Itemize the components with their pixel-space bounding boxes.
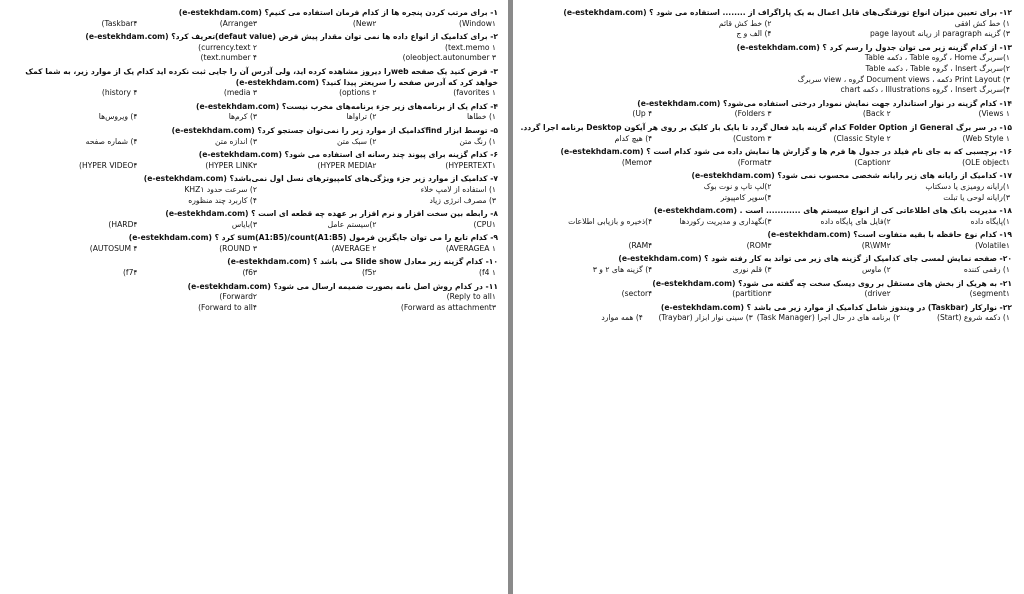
- answer-option: ۳) مصرف انرژی زیاد: [429, 195, 496, 205]
- answer-option: ۴)سوپر کامپیوتر: [720, 192, 772, 202]
- answer-option: Arrange۳): [219, 18, 257, 28]
- answer-option: f7۴): [122, 268, 138, 278]
- question-block: [18, 150, 498, 174]
- question-block: [18, 209, 498, 233]
- question-block: [533, 279, 1012, 303]
- answer-option: HYPER LINK۳): [205, 160, 257, 170]
- question-text: ۲۰- صفحه نمایش لمسی جای کدامیک از گزینه های زیر می تواند به کار رفته شود ؟ (e-estekhdam.com): [618, 254, 1012, 264]
- question-block: [18, 32, 498, 67]
- options-row: [18, 292, 498, 313]
- options-row: [18, 88, 498, 99]
- options-row: [533, 134, 1012, 145]
- answer-option: ۱)رایانه رومیزی یا دسکتاپ: [925, 181, 1010, 191]
- options-row: [18, 19, 498, 30]
- answer-option: history ۴): [101, 88, 138, 98]
- question-block: [18, 8, 498, 32]
- options-row: [18, 112, 498, 123]
- answer-option: ۴)ذخیره و بازیابی اطلاعات: [568, 216, 653, 226]
- question-text: ۱۵- در سر برگ General از Folder Option کدام گزینه باید فعال گردد تا بایک بار کلیک بر روی هر آیکون Desktop برنامه اجرا گردد.: [520, 122, 1012, 132]
- answer-option: text.number ۴): [200, 53, 257, 63]
- answer-option: Web Style ۱): [962, 133, 1010, 143]
- question-block: [533, 303, 1012, 327]
- answer-option: ۳)رایانه لوحی یا تبلت: [943, 192, 1010, 202]
- answer-option: ۲) سبک متن: [337, 136, 377, 146]
- answer-option: drive۲): [864, 289, 891, 299]
- question-text: ۲۱- به هریک از بخش های مستقل بر روی دیسک سخت چه گفته می شود؟ (e-estekhdam.com): [652, 278, 1012, 288]
- answer-option: ROM۳): [746, 240, 772, 250]
- answer-option: ۲)سربرگ Insert ، گروه Table ، دکمه Table: [865, 63, 1010, 73]
- answer-option: ۱) استفاده از لامپ خلاء: [420, 184, 496, 194]
- options-row: [533, 19, 1012, 40]
- answer-option: ۲) تراواها: [346, 112, 377, 122]
- question-block: [18, 67, 498, 102]
- answer-option: ۱)سربرگ Home ، گروه Table ، دکمه Table: [864, 53, 1010, 63]
- answer-option: ۲) خط کش قائم: [718, 18, 772, 28]
- answer-option: HYPER MEDIA۲): [317, 160, 377, 170]
- answer-option: Forward to all۴): [198, 302, 257, 312]
- answer-option: Views ۱): [978, 109, 1010, 119]
- question-text: ۱۴- کدام گزینه در نوار استاندارد جهت نمایش نمودار درختی استفاده می‌شود؟ (e-estekhdam.com): [637, 98, 1012, 108]
- answer-option: AVERAGE ۲): [331, 243, 377, 253]
- answer-option: ۳) سینی نوار ابزار (Traybar): [658, 313, 753, 323]
- answer-option: HYPER VIDEO۴): [78, 160, 138, 170]
- options-row: [533, 109, 1012, 120]
- answer-option: Volatile۱): [975, 240, 1010, 250]
- answer-option: text.memo ۱): [445, 42, 496, 52]
- question-text: ۱۶- برچسبی که به جای نام فیلد در جدول ها فرم ها و گزارش ها نمایش داده می شود کدام است ؟ (e-estekhdam.com): [560, 147, 1012, 157]
- answer-option: HARD۴): [108, 219, 138, 229]
- question-text: ۴- کدام یک از برنامه‌های زیر جزء برنامه‌های مخرب نیست؟ (e-estekhdam.com): [196, 101, 498, 111]
- answer-option: OLE object۱): [962, 157, 1010, 167]
- options-row: [533, 182, 1012, 203]
- answer-option: f6۳): [242, 268, 257, 278]
- question-block: [533, 230, 1012, 254]
- answer-option: ۲) سرعت حدود KHZ۱: [184, 184, 257, 194]
- question-text: ۷- کدامیک از موارد زیر جزء ویژگی‌های کامپیوترهای نسل اول نمی‌باشد؟ (e-estekhdam.com): [143, 174, 498, 184]
- answer-option: Custom ۳): [732, 133, 772, 143]
- answer-option: ۳)بایاس: [231, 219, 257, 229]
- question-block: [533, 254, 1012, 278]
- answer-option: ۱) خطاها: [466, 112, 496, 122]
- answer-option: ۲)لپ تاپ و نوت بوک: [703, 181, 772, 191]
- options-row: [533, 241, 1012, 252]
- question-block: [18, 102, 498, 126]
- question-text: ۵- توسط ابزار findکدامیک از موارد زیر را نمی‌توان جستجو کرد؟ (e-estekhdam.com): [171, 125, 498, 135]
- question-block: [533, 147, 1012, 171]
- answer-option: ۳) قلم نوری: [732, 265, 772, 275]
- answer-option: CPU۱): [473, 219, 496, 229]
- question-text: ۲۲- نوارکار (Taskbar) در ویندوز شامل کدامیک از موارد زیر می باشد ؟ (e-estekhdam.com): [660, 302, 1012, 312]
- answer-option: favorites ۱): [453, 88, 496, 98]
- answer-option: ۱) دکمه شروع (Start): [936, 313, 1010, 323]
- options-row: [18, 43, 498, 64]
- options-row: [18, 185, 498, 206]
- answer-option: Reply to all۱): [446, 292, 496, 302]
- question-block: [533, 171, 1012, 206]
- answer-option: ۴)سربرگ Insert ، گروه Illustrations ، دکمه chart: [840, 85, 1010, 95]
- question-block: [18, 233, 498, 257]
- options-row: [18, 220, 498, 231]
- question-text: ۲- برای کدامیک از انواع داده ها نمی توان مقدار پیش فرض (defaut value)تعریف کرد؟ (e-estekhdam.com): [85, 32, 498, 42]
- question-text: ۱۷- کدامیک از رایانه های زیر رایانه شخصی محسوب نمی شود؟ (e-estekhdam.com): [691, 171, 1012, 181]
- answer-option: ۴) گزینه های ۲ و ۳: [592, 265, 653, 275]
- answer-option: Back ۲): [862, 109, 891, 119]
- question-text: ۱۰- کدام گزینه زیر معادل Slide show می باشد ؟ (e-estekhdam.com): [227, 257, 498, 267]
- answer-option: ۱) رنگ متن: [459, 136, 496, 146]
- question-block: [533, 8, 1012, 43]
- question-text: ۱۳- از کدام گزینه زیر می توان جدول را رسم کرد ؟ (e-estekhdam.com): [736, 42, 1012, 52]
- answer-option: Forward as attachment۳): [400, 302, 496, 312]
- options-row: [18, 161, 498, 172]
- answer-option: ۳) کرم‌ها: [228, 112, 257, 122]
- options-row: [533, 158, 1012, 169]
- question-text: ۱۱- در کدام روش اصل نامه بصورت ضمیمه ارسال می شود؟ (e-estekhdam.com): [187, 281, 498, 291]
- answer-option: Memo۴): [621, 157, 653, 167]
- answer-option: ۴) شماره صفحه: [85, 136, 138, 146]
- options-row: [533, 313, 1012, 324]
- answer-option: HYPERTEXT۱): [445, 160, 496, 170]
- question-text: ۶- کدام گزینه برای پیوند چند رسانه ای استفاده می شود؟ (e-estekhdam.com): [198, 150, 498, 160]
- answer-option: ۲)فایل های پایگاه داده: [820, 216, 891, 226]
- question-block: [18, 126, 498, 150]
- right-page: [513, 0, 1024, 594]
- answer-option: RAM۴): [628, 240, 653, 250]
- question-text: ۱۸- مدیریت بانک های اطلاعاتی کی از انواع سیستم های ............ است . (e-estekhdam.com): [653, 206, 1012, 216]
- options-row: [533, 265, 1012, 276]
- answer-option: Forward۲): [219, 292, 257, 302]
- question-text: ۸- رابطه بین سخت افزار و نرم افزار بر عهده چه قطعه ای است ؟ (e-estekhdam.com): [165, 209, 498, 219]
- answer-option: ۴) ویروس‌ها: [98, 112, 138, 122]
- answer-option: oleobject.autonumber ۳): [402, 53, 496, 63]
- options-row: [533, 289, 1012, 300]
- question-block: [18, 257, 498, 281]
- answer-option: partition۳): [732, 289, 772, 299]
- question-block: [533, 99, 1012, 123]
- answer-option: Window۱): [459, 18, 496, 28]
- answer-option: Folders ۳): [734, 109, 772, 119]
- answer-option: AVERAGEA ۱): [445, 243, 496, 253]
- answer-option: media ۳): [223, 88, 257, 98]
- options-row: [18, 137, 498, 148]
- options-row: [18, 268, 498, 279]
- question-block: [533, 206, 1012, 230]
- answer-option: Caption۲): [854, 157, 891, 167]
- question-text: ۱- برای مرتب کردن پنجره ها از کدام فرمان استفاده می کنیم؟ (e-estekhdam.com): [178, 8, 498, 17]
- answer-option: ROUND ۳): [219, 243, 257, 253]
- question-text: ۱۹- کدام نوع حافظه با بقیه متفاوت است؟ (e-estekhdam.com): [767, 230, 1012, 240]
- answer-option: ۴) همه موارد: [601, 313, 643, 323]
- answer-option: ۳) Print Layout دکمه ، Document views گروه ، view سربرگ: [797, 74, 1010, 84]
- question-block: [18, 282, 498, 317]
- options-row: [533, 217, 1012, 228]
- answer-option: Taskbar۴): [101, 18, 138, 28]
- left-page: [0, 0, 508, 594]
- answer-option: ۳) گزینه paragraph از ریانه page layout: [869, 29, 1010, 39]
- answer-option: ۲) برنامه های در حال اجرا (Task Manager): [756, 313, 901, 323]
- answer-option: ۴) کاربرد چند منظوره: [188, 195, 257, 205]
- question-text: ۳- فرض کنید یک صفحه webرا دیروز مشاهده کرده اید، ولی آدرس آن را جایی ثبت نکرده اید کدام یک از موارد زیر، به شما کمک خواهد کرد که آدرس صفحه را سریعتر پیدا کنید؟ (e-estekhdam.com): [25, 66, 498, 87]
- answer-option: Up ۴): [632, 109, 653, 119]
- answer-option: ۳)نگهداری و مدیریت رکوردها: [679, 216, 772, 226]
- question-block: [520, 122, 1012, 147]
- answer-option: ۲) ماوس: [861, 265, 891, 275]
- answer-option: R\WM۲): [861, 240, 891, 250]
- question-block: [18, 174, 498, 209]
- answer-option: ۳) اندازه متن: [215, 136, 257, 146]
- options-row: [533, 53, 1012, 95]
- question-text: ۹- کدام تابع را می توان جایگزین فرمول sum(A1:B5)/count(A1:B5) کرد ؟ (e-estekhdam.com): [128, 233, 498, 243]
- answer-option: Format۳): [737, 157, 772, 167]
- answer-option: ۱) خط کش افقی: [954, 18, 1010, 28]
- answer-option: f4 ۱): [479, 268, 496, 278]
- answer-option: ۱) رقمی کننده: [963, 265, 1010, 275]
- answer-option: sector۴): [621, 289, 653, 299]
- answer-option: segment۱): [969, 289, 1010, 299]
- answer-option: AUTOSUM ۴): [89, 243, 138, 253]
- question-text: ۱۲- برای تعیین میزان انواع تورفتگی‌های قابل اعمال به یک پاراگراف از ........ استفاده می شود ؟ (e-estekhdam.com): [563, 8, 1012, 17]
- answer-option: ۱)پایگاه داده: [970, 216, 1010, 226]
- answer-option: ۴) الف و ج: [736, 29, 772, 39]
- answer-option: currency.text ۲): [198, 42, 257, 52]
- answer-option: options ۲): [339, 88, 377, 98]
- answer-option: New۲): [352, 18, 377, 28]
- answer-option: ۲)سیستم عامل: [327, 219, 377, 229]
- question-block: [533, 43, 1012, 99]
- options-row: [18, 244, 498, 255]
- answer-option: Classic Style ۲): [833, 133, 891, 143]
- answer-option: f5۲): [361, 268, 377, 278]
- answer-option: ۴) هیچ کدام: [614, 133, 653, 143]
